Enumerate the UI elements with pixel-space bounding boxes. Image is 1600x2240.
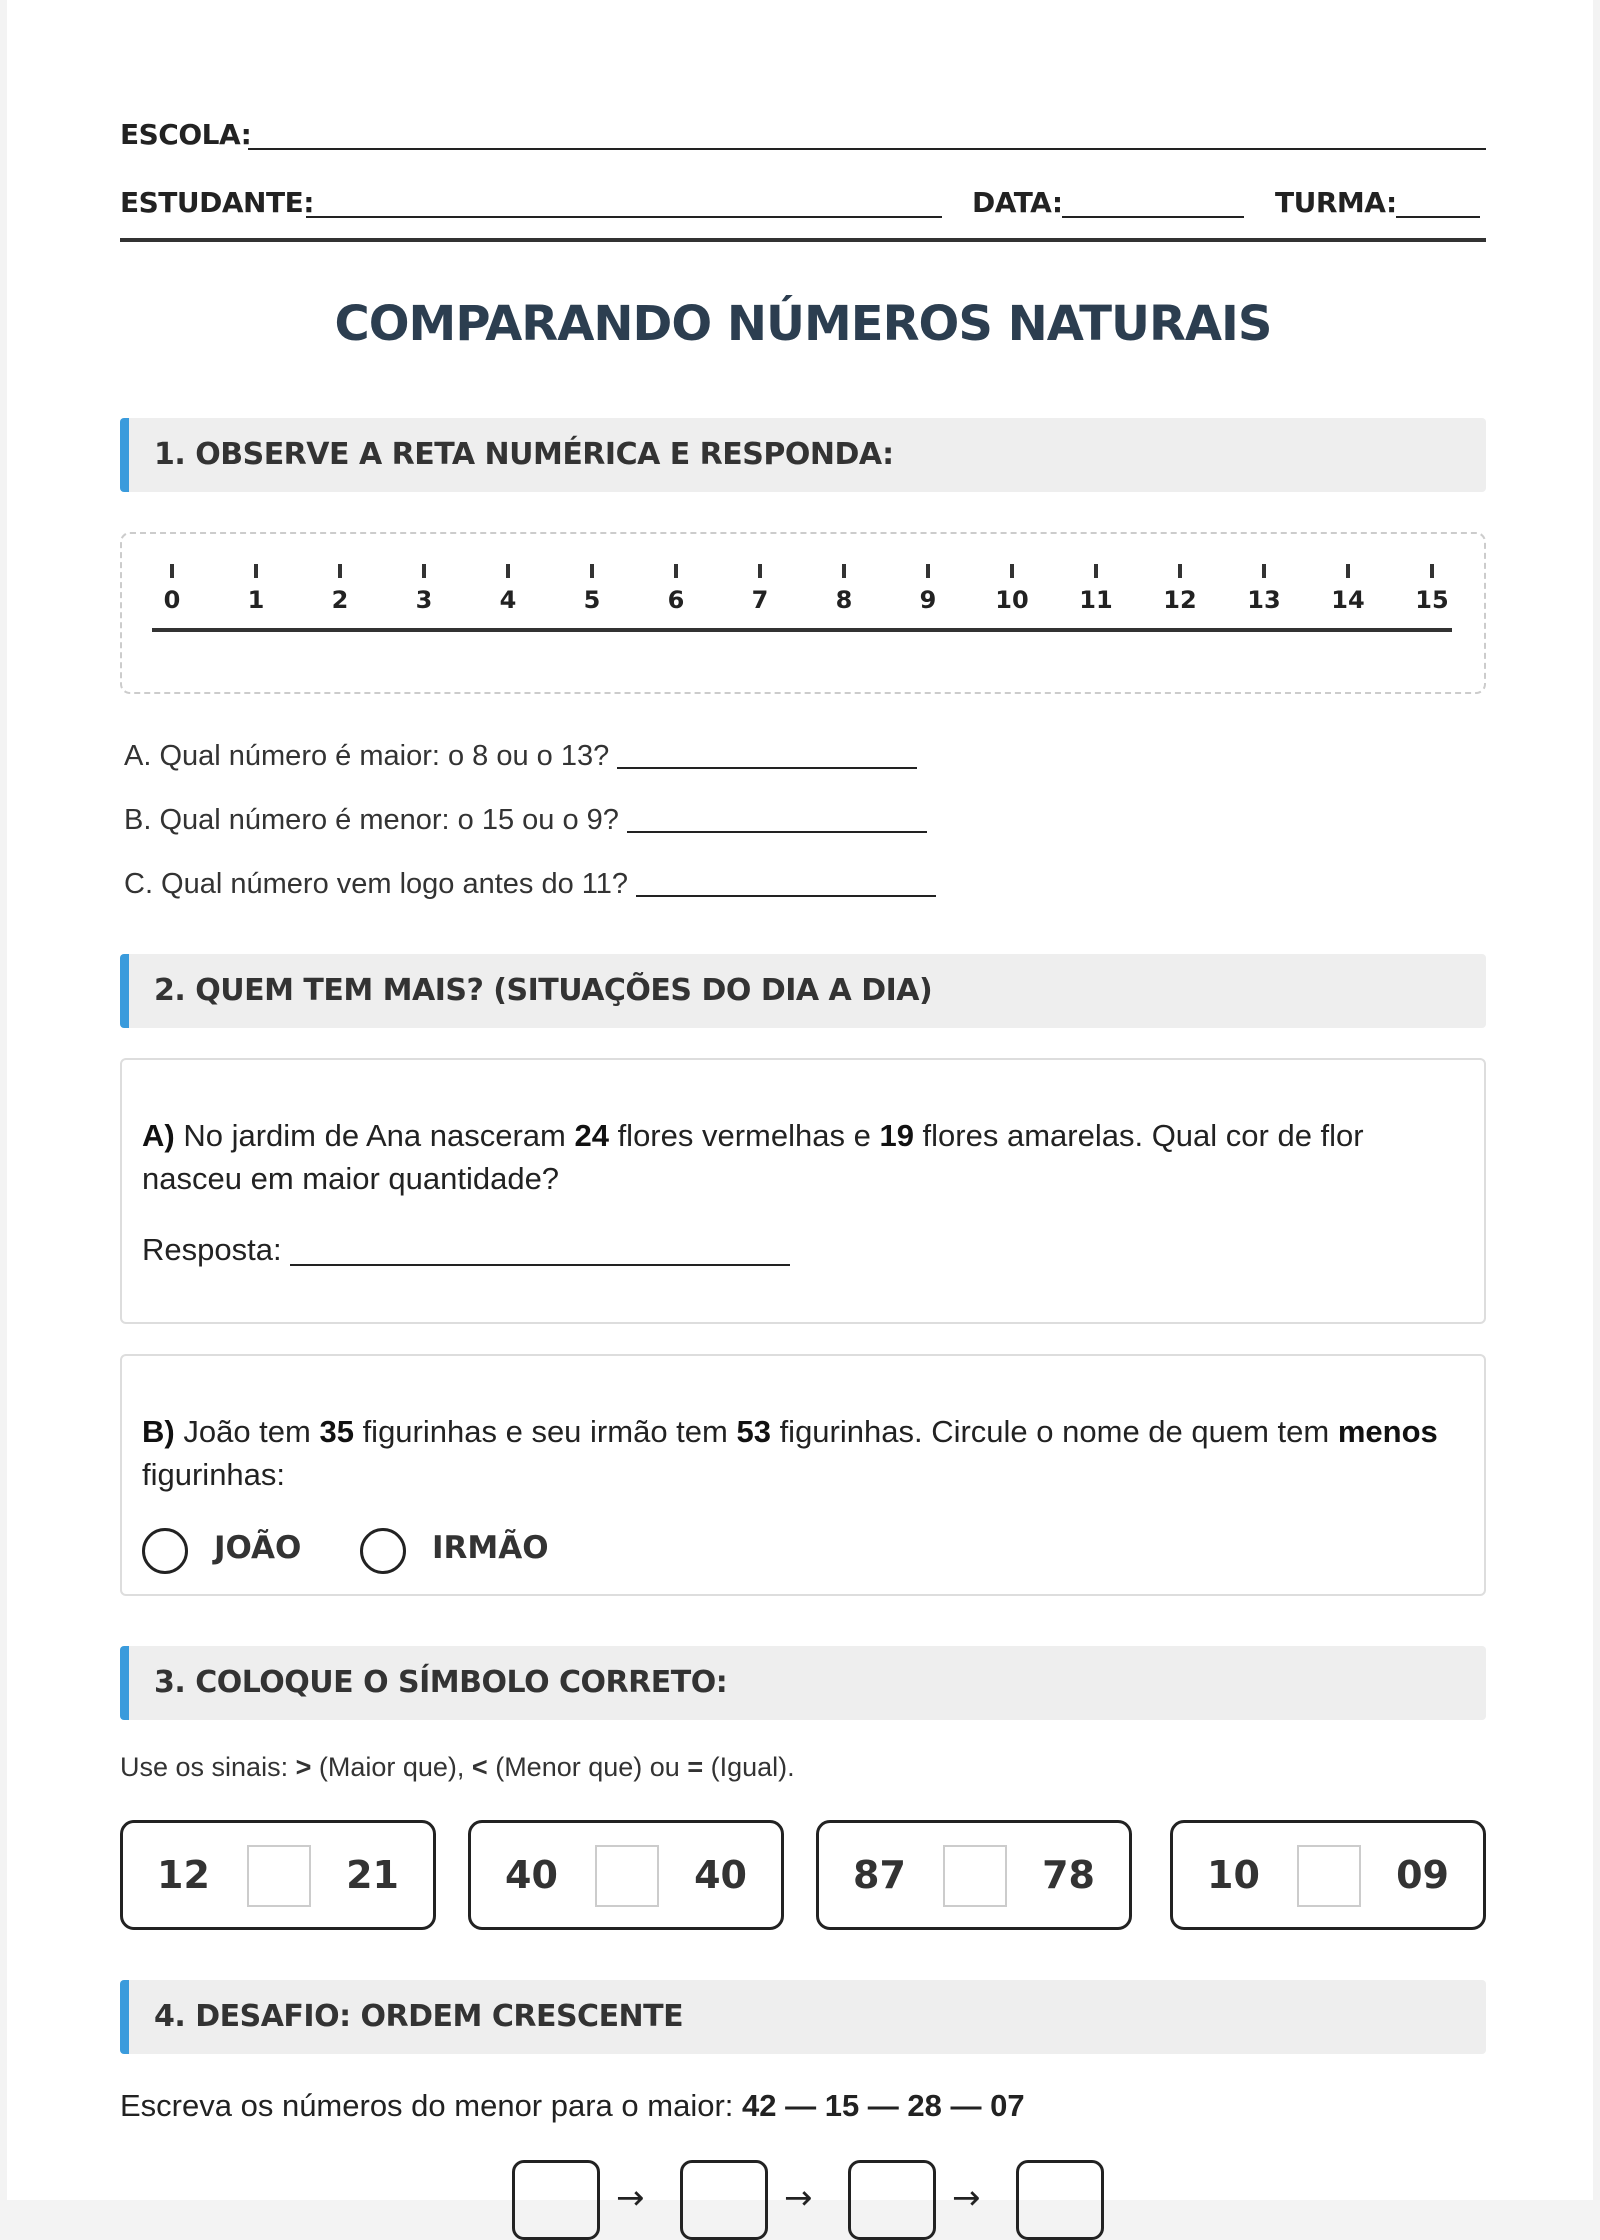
problem-a-part1: No jardim de Ana nasceram <box>174 1118 575 1153</box>
number-line-tick <box>926 564 930 578</box>
problem-a-card <box>120 1058 1486 1324</box>
section-1-title: 1. OBSERVE A RETA NUMÉRICA E RESPONDA: <box>154 437 894 472</box>
number-line-tick <box>1346 564 1350 578</box>
number-line-tick <box>674 564 678 578</box>
school-label: ESCOLA: <box>120 118 252 151</box>
problem-a-answer-field[interactable] <box>290 1264 790 1266</box>
option-joao-circle[interactable] <box>142 1528 188 1574</box>
worksheet-page <box>7 0 1593 2218</box>
class-label: TURMA: <box>1275 186 1397 219</box>
number-line-label: 8 <box>835 586 853 614</box>
number-line-tick <box>758 564 762 578</box>
compare-box-2 <box>468 1820 784 1930</box>
problem-b-number2: 53 <box>736 1414 771 1449</box>
student-label: ESTUDANTE: <box>120 186 314 219</box>
section-2-heading <box>120 954 1486 1028</box>
section-4-title: 4. DESAFIO: ORDEM CRESCENTE <box>154 1999 684 2034</box>
hint-prefix: Use os sinais: <box>120 1752 296 1782</box>
hint-gt-text: (Maior que), <box>311 1752 472 1782</box>
order-sequence: 42 — 15 — 28 — 07 <box>742 2088 1025 2123</box>
number-line-label: 15 <box>1415 586 1449 614</box>
problem-b-number1: 35 <box>319 1414 354 1449</box>
compare-2-right: 40 <box>694 1853 747 1897</box>
student-field[interactable] <box>306 216 942 218</box>
order-box-4[interactable] <box>1016 2160 1104 2240</box>
compare-3-right: 78 <box>1042 1853 1095 1897</box>
number-line-label: 4 <box>499 586 517 614</box>
class-field[interactable] <box>1396 216 1480 218</box>
section-2-title: 2. QUEM TEM MAIS? (SITUAÇÕES DO DIA A DIA) <box>154 973 933 1008</box>
problem-b-part3: figurinhas. Circule o nome de quem tem <box>770 1414 1338 1449</box>
number-line-tick <box>1010 564 1014 578</box>
question-c <box>124 868 936 901</box>
compare-2-left: 40 <box>505 1853 558 1897</box>
hint-gt: > <box>295 1752 312 1782</box>
page-title: COMPARANDO NÚMEROS NATURAIS <box>334 296 1272 352</box>
question-b-text: B. Qual número é menor: o 15 ou o 9? <box>124 804 619 836</box>
problem-b-part1: João tem <box>174 1414 320 1449</box>
problem-a-number1: 24 <box>574 1118 609 1153</box>
school-field[interactable] <box>248 148 1486 150</box>
answer-a-field[interactable] <box>617 767 917 769</box>
answer-c-field[interactable] <box>636 895 936 897</box>
number-line-tick <box>338 564 342 578</box>
number-line-label: 0 <box>163 586 181 614</box>
number-line-label: 1 <box>247 586 265 614</box>
hint-lt-text: (Menor que) ou <box>487 1752 688 1782</box>
problem-a-answer <box>142 1232 790 1268</box>
compare-box-1 <box>120 1820 436 1930</box>
number-line-tick <box>422 564 426 578</box>
number-line-label: 7 <box>751 586 769 614</box>
number-line-tick <box>1430 564 1434 578</box>
option-irmao-circle[interactable] <box>360 1528 406 1574</box>
compare-3-slot[interactable] <box>943 1845 1007 1907</box>
compare-4-left: 10 <box>1207 1853 1260 1897</box>
section-4-heading <box>120 1980 1486 2054</box>
number-line-tick <box>170 564 174 578</box>
problem-a-letter: A) <box>142 1118 175 1153</box>
number-line-tick <box>254 564 258 578</box>
option-joao-label: JOÃO <box>214 1530 302 1566</box>
number-line-label: 3 <box>415 586 433 614</box>
order-instruction-text: Escreva os números do menor para o maior: <box>120 2088 742 2123</box>
compare-1-slot[interactable] <box>247 1845 311 1907</box>
number-line-label: 10 <box>995 586 1029 614</box>
answer-b-field[interactable] <box>627 831 927 833</box>
question-a-text: A. Qual número é maior: o 8 ou o 13? <box>124 740 610 772</box>
number-line-tick <box>1262 564 1266 578</box>
hint-eq-text: (Igual). <box>703 1752 795 1782</box>
compare-4-right: 09 <box>1396 1853 1449 1897</box>
number-line-label: 9 <box>919 586 937 614</box>
order-box-3[interactable] <box>848 2160 936 2240</box>
number-line-label: 14 <box>1331 586 1365 614</box>
number-line-label: 2 <box>331 586 349 614</box>
number-line-tick <box>1178 564 1182 578</box>
number-line-axis <box>152 628 1452 632</box>
answer-label: Resposta: <box>142 1232 282 1267</box>
hint-lt: < <box>471 1752 488 1782</box>
number-line-label: 11 <box>1079 586 1113 614</box>
date-field[interactable] <box>1062 216 1244 218</box>
number-line-label: 13 <box>1247 586 1281 614</box>
number-line-label: 12 <box>1163 586 1197 614</box>
order-box-2[interactable] <box>680 2160 768 2240</box>
order-arrow-2: → <box>784 2178 813 2218</box>
compare-4-slot[interactable] <box>1297 1845 1361 1907</box>
problem-b-letter: B) <box>142 1414 175 1449</box>
compare-box-3 <box>816 1820 1132 1930</box>
order-box-1[interactable] <box>512 2160 600 2240</box>
worksheet-content <box>120 0 1486 2218</box>
problem-b-part4: figurinhas: <box>142 1457 286 1492</box>
compare-1-right: 21 <box>346 1853 399 1897</box>
question-b <box>124 804 927 837</box>
compare-3-left: 87 <box>853 1853 906 1897</box>
problem-a-number2: 19 <box>879 1118 914 1153</box>
option-irmao-label: IRMÃO <box>432 1530 549 1566</box>
problem-b-text <box>142 1410 1444 1496</box>
compare-1-left: 12 <box>157 1853 210 1897</box>
number-line-label: 6 <box>667 586 685 614</box>
hint-eq: = <box>687 1752 704 1782</box>
section-3-heading <box>120 1646 1486 1720</box>
section-1-heading <box>120 418 1486 492</box>
problem-a-part3: flores amarelas. Qual cor de flor nasceu em maior quantidade? <box>142 1118 1364 1196</box>
problem-a-text <box>142 1114 1444 1200</box>
order-instruction <box>120 2088 1025 2124</box>
number-line <box>120 532 1486 694</box>
order-arrow-3: → <box>952 2178 981 2218</box>
date-label: DATA: <box>972 186 1063 219</box>
problem-b-emphasis: menos <box>1337 1414 1438 1449</box>
number-line-tick <box>506 564 510 578</box>
number-line-label: 5 <box>583 586 601 614</box>
problem-b-part2: figurinhas e seu irmão tem <box>353 1414 737 1449</box>
header-divider <box>120 238 1486 242</box>
question-a <box>124 740 917 773</box>
section-3-title: 3. COLOQUE O SÍMBOLO CORRETO: <box>154 1665 728 1700</box>
compare-box-4 <box>1170 1820 1486 1930</box>
question-c-text: C. Qual número vem logo antes do 11? <box>124 868 629 900</box>
compare-2-slot[interactable] <box>595 1845 659 1907</box>
number-line-tick <box>590 564 594 578</box>
problem-a-part2: flores vermelhas e <box>608 1118 880 1153</box>
order-arrow-1: → <box>616 2178 645 2218</box>
number-line-tick <box>842 564 846 578</box>
number-line-tick <box>1094 564 1098 578</box>
symbol-hint <box>120 1752 795 1783</box>
problem-b-card <box>120 1354 1486 1596</box>
